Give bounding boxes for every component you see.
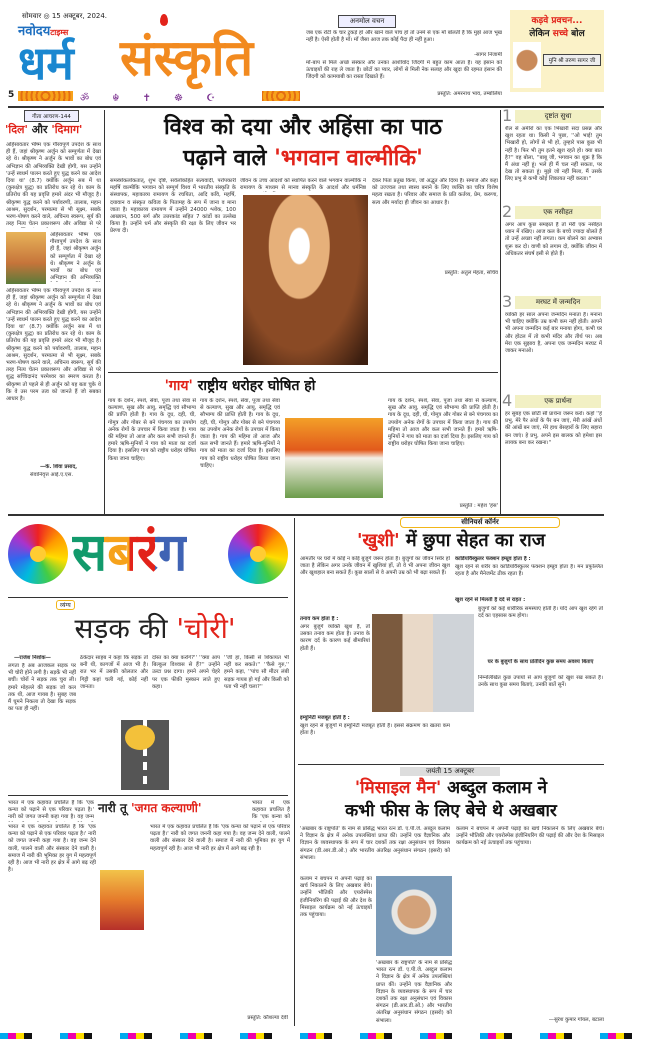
- subtitle-word: सच्चे: [552, 29, 568, 39]
- sabrang-title: सबरंग: [72, 518, 187, 588]
- krishna-arjuna-image: [6, 232, 46, 284]
- kalam-headline-line-2: कभी फीस के लिए बेचे थे अखबार: [345, 801, 557, 821]
- diya-icon: [160, 14, 168, 26]
- headline-word: 'जगत कल्याणी': [131, 801, 202, 815]
- nari-body-intro-right: भारत में एक कहावत प्रचलित है कि 'एक कन्या को: [252, 800, 290, 821]
- jayanti-tag: जयंती 15 अक्टूबर: [400, 767, 500, 776]
- gita-body: अहिंसावतार भीष्म एक गौरवपूर्ण उपदेश के साथ ही हैं, जहां श्रीकृष्ण अर्जुन को सम्पूर्णता में देखा रहे थे। श्रीकृष्ण ने अर्जुन के भावों का बोध एवं अभिज्ञान की अभिव्यक्ति देखी होगी, यस उन्होंने 'उन्हें स्वधर्म पालन करते हुए युद्ध करने का आदेश दिया था' (8.7) क्योंकि अर्जुन सब में था (कुरुक्षेत्र युद्ध) का प्रतिरोध कर रहे थे। काम के प्रतिरोध की यह प्रवृत्ति हमारे अंदर भी मौजूद है। श्रीकृष्ण युद्ध करने को पर्यावरणी, तालाब, महान आश्रम, सुदर्शन, परमात्मा से भी सूक्ष्म, सबके भरण-पोषण करने वाले, अचिन्त्य स्वरूप, सूर्य की तरह नित्य चेतन प्रकाशरूप और अविद्या से परे: [6, 142, 101, 228]
- gay-credit: प्रस्तुति : महेश 'हंस': [459, 503, 498, 509]
- kalam-body-col-1b: कलाम ने बचपन में अपनी पढ़ाई का खर्च निकालने के लिए अखबार बेचे। उन्होंने भौतिकी और एयरोस्पेस इंजीनियरिंग की पढ़ाई की और देश के मिसाइल कार्यक्रम को नई ऊंचाइयों तक पहुंचाया।: [300, 876, 372, 919]
- anmol-vachan-label: अनमोल वचन: [338, 15, 396, 28]
- drishtant-item-4-body: हर सुबह एक छोटी सी प्रार्थना जरूर करो। कहो ''हे प्रभु, मेरे पैर अंधों के पैर बन जाएं, मेरी आंखें अंधों की आंखें बन जाएं, मेरे हाथ बेसहारों के लिए सहारा बन जाएं। हे प्रभु, अपने इस बालक को हमेशा इस लायक बना कर रखना।'': [505, 411, 602, 446]
- gay-body-col-2: गाय के दर्शन, स्पर्श, सेवा, पूजा तथा सेवा से कल्याण, सुख और आयु, समृद्धि एवं सौभाग्य की प्राप्ति होती है। गाय के दूध, दही, घी, गोमूत्र और गोबर से बने पंचगव्य का उपयोग अनेक रोगों के उपचार में किया जाता है। गाय की महिमा तो आज और कल सभी जानते हैं। हमारे ऋषि-मुनियों ने गाय को माता का दर्जा दिया है। इसलिए गाय को राष्ट्रीय धरोहर घोषित किया जाना चाहिए।: [200, 398, 280, 469]
- pravachan-subtitle: [510, 26, 604, 39]
- khushi-body-1: आमतौर पर घरों में कोई न कोई बुजुर्ग जरूर होता है। बुजुर्गों का जीवन स्थिर हो जाता है लेकिन अगर उनके जीवन में खुशियां हों, तो वे भी अपना जीवन खुश और खुशहाल बना सकते हैं। कुछ सालों से वे अपनी उम्र को भी बढ़ा सकते हैं।: [300, 556, 450, 577]
- nari-body-col-2: भारत में एक कहावत प्रचलित है कि 'एक कन्या को पढ़ाने से एक परिवार पढ़ता है।' नारी को जगत जननी कहा गया है। वह जन्म देने वाली, पालने वाली और संस्कार देने वाली है। समाज में नारी की भूमिका हर युग में महत्वपूर्ण रही है। आज भी नारी हर क्षेत्र में आगे बढ़ रही है।: [150, 824, 290, 852]
- headline-word: और: [31, 123, 48, 136]
- column-divider: [500, 110, 501, 515]
- headline-word: 'दिल': [5, 123, 28, 136]
- khushi-body-5: बुजुर्गों को कई शारीरिक समस्याएं होती हैं। यदि आप खुश रहेंगे तो दर्द का एहसास कम होगा।: [478, 606, 603, 620]
- headline-word: नारी तू: [98, 801, 127, 815]
- gita-author: —के. शिवा प्रसाद,: [40, 464, 78, 470]
- khushi-body-3: खुश रहने से बुजुर्गों में इम्युनिटी मजबूत होती है। इससे संक्रमण का खतरा कम होता है।: [300, 723, 450, 737]
- vyangya-body-col-4: ''जी हां, किसी से शिकायत भी नहीं कर सकते।'' ''कैसे गुरु,'' हमने कहा, ''पांच सौ मीटर लंबी सड़क गायब हो गई और किसी को पता भी नहीं चला?'': [224, 655, 289, 690]
- kalam-body-col-1: 'अखबार के राष्ट्रपति' के नाम से प्रसिद्ध भारत रत्न डॉ. ए.पी.जे. अब्दुल कलाम ने विज्ञान के क्षेत्र में अनेक उपलब्धियां प्राप्त कीं। उन्होंने एक वैज्ञानिक और विज्ञान के व्यवस्थापक के रूप में चार दशकों तक रक्षा अनुसंधान एवं विकास संगठन (डी.आर.डी.ओ.) और भारतीय अंतरिक्ष अनुसंधान संगठन (इसरो) को संभाला।: [300, 826, 450, 861]
- gay-body-col-3: गाय के दर्शन, स्पर्श, सेवा, पूजा तथा सेवा से कल्याण, सुख और आयु, समृद्धि एवं सौभाग्य की प्राप्ति होती है। गाय के दूध, दही, घी, गोमूत्र और गोबर से बने पंचगव्य का उपयोग अनेक रोगों के उपचार में किया जाता है। गाय की महिमा तो आज और कल सभी जानते हैं। हमारे ऋषि-मुनियों ने गाय को माता का दर्जा दिया है। इसलिए गाय को राष्ट्रीय धरोहर घोषित किया जाना चाहिए।: [388, 398, 498, 448]
- headline-word: 'मिसाइल मैन': [354, 778, 442, 798]
- headline-word: सड़क की: [74, 612, 168, 645]
- cartoon-road-image: [105, 720, 185, 790]
- nari-body-intro-left: भारत में एक कहावत प्रचलित है कि 'एक कन्या को पढ़ाने से एक परिवार पढ़ता है।' नारी को जगत जननी कहा गया है। वह जन्म: [8, 800, 94, 821]
- nari-credit: प्रस्तुति: कौशल्या देवी: [247, 1015, 288, 1021]
- headline-word: पढ़ाने वाले: [183, 146, 267, 171]
- gita-headline: [5, 122, 82, 137]
- seniors-corner-label: सीनियर्स कॉर्नर: [400, 517, 560, 528]
- khushi-sub-2: इम्युनिटी मजबूत होती है :: [300, 715, 350, 721]
- flower-decoration-left: [8, 524, 68, 584]
- vyangya-body-col-1: लगता है अब आजकल सड़क पर भी चोरी होने लगी है। सड़कें भी नहीं बचीं। चोरों ने सड़क तक चुरा ली। हमारे मोहल्ले की सड़क जो कल तक थी, आज गायब है। सुबह जब मैं घूमने निकला तो देखा कि सड़क का पता ही नहीं।: [8, 663, 76, 713]
- headline-word: 'भगवान वाल्मीकि': [274, 146, 423, 171]
- gay-body-col-1: गाय के दर्शन, स्पर्श, सेवा, पूजा तथा सेवा से कल्याण, सुख और आयु, समृद्धि एवं सौभाग्य की प्राप्ति होती है। गाय के दूध, दही, घी, गोमूत्र और गोबर से बने पंचगव्य का उपयोग अनेक रोगों के उपचार में किया जाता है। गाय की महिमा तो आज और कल सभी जानते हैं। हमारे ऋषि-मुनियों ने गाय को माता का दर्जा दिया है। इसलिए गाय को राष्ट्रीय धरोहर घोषित किया जाना चाहिए।: [108, 398, 196, 462]
- drishtant-number-1: 1: [502, 106, 513, 125]
- middle-divider: [8, 514, 604, 516]
- vyangya-headline: [30, 611, 280, 647]
- drishtant-number-4: 4: [502, 391, 513, 410]
- date-line: सोमवार ◎ 15 अक्टूबर, 2024.: [22, 12, 108, 20]
- drishtant-item-4-title: एक प्रार्थना: [515, 395, 601, 408]
- headline-word: राष्ट्रीय धरोहर घोषित हो: [197, 378, 316, 394]
- headline-word: 'गाय': [164, 378, 193, 394]
- nari-body-col-1: भारत में एक कहावत प्रचलित है कि 'एक कन्या को पढ़ाने से एक परिवार पढ़ता है।' नारी को जगत जननी कहा गया है। वह जन्म देने वाली, पालने वाली और संस्कार देने वाली है। समाज में नारी की भूमिका हर युग में महत्वपूर्ण रही है। आज भी नारी हर क्षेत्र में आगे बढ़ रही है।: [8, 824, 96, 874]
- vyangya-tag: व्यंग्य: [56, 600, 75, 610]
- headline-word: 'खुशी': [356, 530, 400, 551]
- headline-word: 'दिमाग': [51, 123, 83, 136]
- section-title-sanskriti: संस्कृति: [120, 29, 254, 87]
- valmiki-headline-line-2: [108, 145, 498, 172]
- khushi-sub-4: खुश रहने से मिलती है दर्द से राहत :: [455, 597, 526, 603]
- gita-author-role: सेवानिवृत्त आई.ए.एस.: [30, 472, 74, 478]
- headline-word: अब्दुल कलाम ने: [447, 778, 548, 798]
- drishtant-item-3-title: मरघट में जन्मदिन: [515, 296, 601, 309]
- nari-headline: [98, 800, 202, 816]
- color-registration-bar: [0, 1033, 649, 1039]
- headline-word: में छुपा सेहत का राज: [405, 530, 546, 551]
- gita-body-cont2: अहिंसावतार भीष्म एक गौरवपूर्ण उपदेश के साथ ही हैं, जहां श्रीकृष्ण अर्जुन को सम्पूर्णता में देखा रहे थे। श्रीकृष्ण ने अर्जुन के भावों का बोध एवं अभिज्ञान की अभिव्यक्ति देखी होगी, यस उन्होंने 'उन्हें स्वधर्म पालन करते हुए युद्ध करने का आदेश दिया था' (8.7) क्योंकि अर्जुन सब में था (कुरुक्षेत्र युद्ध) का प्रतिरोध कर रहे थे। काम के प्रतिरोध की यह प्रवृत्ति हमारे अंदर भी मौजूद है। श्रीकृष्ण युद्ध करने को पर्यावरणी, तालाब, महान आश्रम, सुदर्शन, परमात्मा से भी सूक्ष्म, सबके भरण-पोषण करने वाले, अचिन्त्य स्वरूप, सूर्य की तरह नित्य चेतन प्रकाशरूप और अविद्या से परे शुद्ध सच्चिदानंद परमेश्वर का स्मरण करता है। श्रीकृष्ण तो पहले से ही अर्जुन को यह बता चुके थे कि वे उस परम तत्व को जानते हैं जो सबका आधार है।: [6, 288, 101, 403]
- pravachan-title: कड़वे प्रवचन...: [531, 16, 583, 26]
- valmiki-headline-line-1: विश्व को दया और अहिंसा का पाठ: [163, 115, 443, 140]
- valmiki-body-col-1: समस्त्रोकलोकतात्, शुभ दृष्टि, सर्वलोकहित सत्यवादी, परोपकारी महर्षि वाल्मीकि भगवान को सम्पूर्ण विश्व में भारतीय संस्कृति के संस्थापक, महाकाव्य रामायण के रचयिता, आदि कवि, महर्षि, दयावान व संस्कृत कवित्व के पितामह के रूप में जाना व माना जाता है। महाकाव्य रामायण में उन्होंने 24000 श्लोक, 100 आख्यान, 500 सर्ग और उत्तरकांड सहित 7 कांडों का उल्लेख किया है। उन्होंने धर्म और संस्कृति की रक्षा के लिए जीवन भर प्रेरणा दी।: [110, 178, 236, 235]
- elderly-women-photo: [372, 614, 474, 712]
- column-divider: [104, 110, 105, 515]
- gita-tag: गीता आचरण-144: [24, 110, 79, 122]
- valmiki-credit: प्रस्तुति: अतुल मेहता, सचिव: [444, 270, 498, 276]
- marigold-decoration-left: [18, 91, 73, 101]
- section-divider: [8, 795, 288, 796]
- gay-headline: [140, 377, 340, 395]
- drishtant-item-1-body: शैल से अमीरों का एक भिखारी सदा प्रसन्न और खुश रहता था। किसी ने पूछा, ''ओ भाई! तुम भिखारी हो, लोगों से भी हो, तुम्हारे पास कुछ भी नहीं है। फिर भी तुम इतने खुश रहते हो। क्या बात है?'' वह बोला, ''बाबू जी, भगवान का शुक्र है कि मैं अंधा नहीं हूं। भले ही मैं चल नहीं सकता, पर देख तो सकता हूं। मुझे जो नहीं मिला, मैं उसके लिए प्रभु से कभी कोई शिकायत नहीं करता।'': [505, 126, 602, 183]
- muni-name-label: मुनि श्री तरुण सागर जी: [543, 54, 601, 66]
- khushi-headline: [298, 530, 604, 552]
- vyangya-body-col-3: दोस्त का क्या करोगे?'' ''क्या आप बिल्कुल विश्वास से हैं?'' उन्होंने उल्टा प्रश्न दागा। हमने अपने चेहरे पर एक फीकी मुस्कान लाते हुए कहा।: [152, 655, 220, 690]
- valmiki-body-col-3: देकर पिता प्रतुख किया, जो अद्भुत और दिव्य है। समाज और कहा को उज्ज्वल तथा स्वस्थ बनाने के लिए व्यक्ति का चरित्र विशेष महत्व रखता है। परिवार और समाज के प्रति कर्तव्य, प्रेम, करुणा, सत्य और मर्यादा ही जीवन का आधार है।: [372, 178, 498, 206]
- drishtant-item-2-title: एक नसीहत: [515, 206, 601, 219]
- valmiki-body-col-2: जीवन के उच्च आदर्शों को स्थापित करने वाले भगवान वाल्मीकि ने रामायण के माध्यम से मानव संस्कृति के आदर्श और धर्मनिष्ठ: [240, 178, 366, 192]
- drishtant-item-2-body: अगर आप कुछ समझते हैं तो मेरी एक नसीहत ध्यान में रखिए। आज कल के बच्चे ज्यादा बोलते हैं तो उन्हें अच्छा नहीं लगता। कम बोलने का अभ्यास शुरू कर दो। वाणी को लगाम दो, क्योंकि जीवन में अधिकतर संघर्ष इसी से होते हैं।: [505, 222, 602, 257]
- column-divider: [294, 518, 295, 1026]
- vyangya-body-col-2: ठेकेदार साहब ने कहा कि सड़क तो बनी थी, कागजों में आज भी है। रात भर में उसकी कोलतार और गिट्टी कहां चली गई, कोई नहीं जानता।: [80, 655, 148, 690]
- subtitle-word: लेकिन: [529, 29, 550, 39]
- kalam-credit: —सुरेश कुमार गोयल, बटाला: [548, 1017, 604, 1023]
- header-divider: [8, 106, 604, 108]
- brand-suffix: टाइम्स: [50, 28, 69, 37]
- anmol-vachan-text-2: माँ-बाप से मिले अच्छे संस्कार और उनका आशीर्वाद जिंदगी में बहुत काम आता है। यह इंसान को ऊंचाइयों की राह ले जाता है। छोटों का प्यार, लोगों से मिली नेक सलाह और खुदा की रहमत इंसान की जिंदगी को कामयाबी का रास्ता दिखाते हैं।: [306, 60, 502, 81]
- gita-body-cont: अहिंसावतार भीष्म एक गौरवपूर्ण उपदेश के साथ ही हैं, जहां श्रीकृष्ण अर्जुन को सम्पूर्णता में देखा रहे थे। श्रीकृष्ण ने अर्जुन के भावों का बोध एवं अभिज्ञान की अभिव्यक्ति: [50, 232, 101, 282]
- flower-decoration-right: [228, 524, 288, 584]
- section-divider: [298, 764, 604, 765]
- goddess-image: [100, 870, 144, 930]
- khushi-body-2: अगर बुजुर्ग व्यक्ति खुश है, तो उसका तनाव कम होता है। तनाव के कारण दर्द के कारण कई बीमारियां होती हैं।: [300, 624, 370, 652]
- drishtant-item-1-title: दृष्टांत सुधा: [515, 110, 601, 123]
- khushi-sub-3: कार्डियोवैस्कुलर फंक्शन इम्प्रूव होता है :: [455, 556, 531, 562]
- drishtant-number-3: 3: [502, 292, 513, 311]
- brand-name: नवोदय: [18, 24, 51, 39]
- drishtant-item-3-body: व्यक्ति हर साल अपना जन्मदिन मनाता है। मनाना भी चाहिए क्योंकि उम्र कभी कम नहीं होती। आपने भी अपना जन्मदिन कई बार मनाया होगा, कभी घर और होटल में तो कभी मंदिर और तीर्थ पर। अब मेरा एक सुझाव है, अपना एक जन्मदिन मरघट में जाकर मनाओ।: [505, 312, 602, 355]
- muni-photo: [513, 42, 541, 88]
- kalam-body-col-2: कलाम ने बचपन में अपनी पढ़ाई का खर्च निकालने के लिए अखबार बेचे। उन्होंने भौतिकी और एयरोस्पेस इंजीनियरिंग की पढ़ाई की और देश के मिसाइल कार्यक्रम को नई ऊंचाइयों तक पहुंचाया।: [456, 826, 604, 847]
- khushi-sub-1: तनाव कम होता है :: [300, 616, 339, 622]
- khushi-body-6: निम्नलिखित कुछ उपायों से आप बुजुर्गों को खुश रख सकते हैं। उनके साथ कुछ समय बिताएं, उनकी बातें सुनें।: [478, 675, 603, 689]
- subtitle-word: बोल: [571, 29, 585, 39]
- cow-worship-image: [285, 418, 383, 498]
- kalam-photo: [376, 876, 452, 956]
- kalam-body-col-1c: 'अखबार के राष्ट्रपति' के नाम से प्रसिद्ध भारत रत्न डॉ. ए.पी.जे. अब्दुल कलाम ने विज्ञान के क्षेत्र में अनेक उपलब्धियां प्राप्त कीं। उन्होंने एक वैज्ञानिक और विज्ञान के व्यवस्थापक के रूप में चार दशकों तक रक्षा अनुसंधान एवं विकास संगठन (डी.आर.डी.ओ.) और भारतीय अंतरिक्ष अनुसंधान संगठन (इसरो) को संभाला।: [376, 960, 452, 1024]
- khushi-body-4: खुश रहने से शरीर का कार्डियोवैस्कुलर फंक्शन इम्प्रूव होता है। मन प्रफुल्लित रहता है और मैनेजमेंट ठीक रहता है।: [455, 564, 603, 578]
- sabrang-divider: [8, 597, 288, 598]
- anmol-vachan-credit-1: -सागर निजामी: [474, 52, 502, 58]
- religious-symbols: ॐ ☬ ✝ ☸ ☪: [80, 93, 226, 104]
- marigold-decoration-right: [262, 91, 300, 101]
- section-title-dharm: धर्म: [18, 36, 74, 90]
- vyangya-author: —राजेश निशोक—: [14, 655, 51, 661]
- kalam-headline-line-1: [298, 778, 604, 799]
- page-number: 5: [8, 90, 15, 100]
- khushi-sub-5: घर के बुजुर्गों के साथ प्रतिदिन कुछ समय अवश्य बिताएं: [487, 659, 594, 665]
- section-divider: [108, 372, 498, 373]
- drishtant-number-2: 2: [502, 202, 513, 221]
- anmol-vachan-credit-2: प्रस्तुति: अमरनाथ भाव, तम्बोलिया: [437, 91, 502, 97]
- headline-word: 'चोरी': [176, 612, 236, 645]
- anmol-vachan-text-1: जब एक रोटी के चार टुकड़े हों और खाने वाले पांच हों तो उनमें से एक माँ बोलती है कि मुझे आज भूख नहीं है। ऐसी होती है माँ। माँ जैसा आज तक कोई पैदा ही नहीं हुआ।: [306, 30, 502, 44]
- valmiki-image: [243, 195, 368, 365]
